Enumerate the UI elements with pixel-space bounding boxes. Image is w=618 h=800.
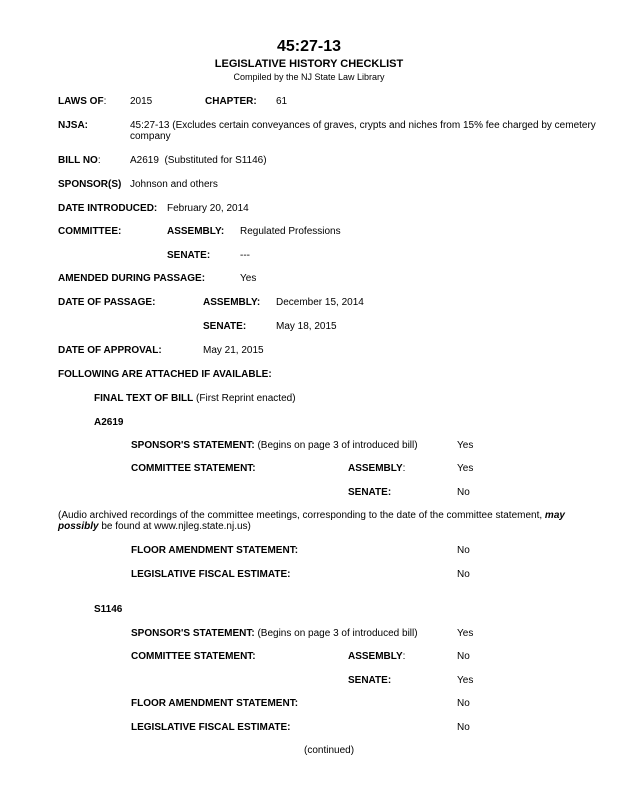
committee-assembly-label: ASSEMBLY:: [167, 226, 225, 237]
passage-senate-value: May 18, 2015: [276, 321, 337, 332]
njsa-value: 45:27-13 (Excludes certain conveyances of graves, crypts and niches from 15% fee charged by cemetery company: [130, 120, 596, 142]
a2619-floor-amendment-label: FLOOR AMENDMENT STATEMENT:: [131, 545, 299, 556]
citation-heading: 45:27-13: [276, 38, 342, 55]
a2619-committee-statement-label: COMMITTEE STATEMENT:: [131, 463, 256, 474]
a2619-fiscal-estimate-label: LEGISLATIVE FISCAL ESTIMATE:: [131, 569, 291, 580]
date-introduced-label: DATE INTRODUCED:: [58, 203, 158, 214]
njsa-label: NJSA:: [58, 120, 89, 131]
final-text-line: FINAL TEXT OF BILL (First Reprint enacted): [94, 393, 296, 404]
s1146-senate-label: SENATE:: [348, 675, 392, 686]
s1146-senate-value: Yes: [457, 675, 474, 686]
committee-label: COMMITTEE:: [58, 226, 122, 237]
committee-senate-label: SENATE:: [167, 250, 211, 261]
page-subtitle: Compiled by the NJ State Law Library: [233, 72, 385, 82]
laws-of-label: LAWS OF:: [58, 96, 107, 107]
s1146-assembly-value: No: [457, 651, 470, 662]
a2619-heading: A2619: [94, 417, 124, 428]
continued-note: (continued): [304, 745, 355, 756]
audio-archive-note: (Audio archived recordings of the committee meetings, corresponding to the date of the committee statement, may possibly be found at www.njleg.state.nj.us): [58, 510, 565, 532]
chapter-label: CHAPTER:: [205, 96, 257, 107]
s1146-sponsor-statement: SPONSOR'S STATEMENT: (Begins on page 3 of introduced bill): [131, 628, 418, 639]
amended-value: Yes: [240, 273, 257, 284]
laws-of-value: 2015: [130, 96, 153, 107]
passage-senate-label: SENATE:: [203, 321, 247, 332]
committee-assembly-value: Regulated Professions: [240, 226, 341, 237]
s1146-fiscal-estimate-value: No: [457, 722, 470, 733]
a2619-assembly-value: Yes: [457, 463, 474, 474]
bill-no-value: A2619 (Substituted for S1146): [130, 155, 267, 166]
sponsors-value: Johnson and others: [130, 179, 218, 190]
date-of-passage-label: DATE OF PASSAGE:: [58, 297, 156, 308]
a2619-sponsor-statement: SPONSOR'S STATEMENT: (Begins on page 3 of introduced bill): [131, 440, 418, 451]
s1146-assembly-label: ASSEMBLY:: [348, 651, 406, 662]
s1146-committee-statement-label: COMMITTEE STATEMENT:: [131, 651, 256, 662]
s1146-fiscal-estimate-label: LEGISLATIVE FISCAL ESTIMATE:: [131, 722, 291, 733]
s1146-floor-amendment-value: No: [457, 698, 470, 709]
s1146-sponsor-statement-value: Yes: [457, 628, 474, 639]
a2619-senate-value: No: [457, 487, 470, 498]
a2619-assembly-label: ASSEMBLY:: [348, 463, 406, 474]
date-of-approval-label: DATE OF APPROVAL:: [58, 345, 162, 356]
page-title: LEGISLATIVE HISTORY CHECKLIST: [214, 58, 404, 70]
s1146-heading: S1146: [94, 604, 123, 615]
date-of-approval-value: May 21, 2015: [203, 345, 264, 356]
a2619-floor-amendment-value: No: [457, 545, 470, 556]
passage-assembly-label: ASSEMBLY:: [203, 297, 261, 308]
a2619-fiscal-estimate-value: No: [457, 569, 470, 580]
date-introduced-value: February 20, 2014: [167, 203, 249, 214]
attached-heading: FOLLOWING ARE ATTACHED IF AVAILABLE:: [58, 369, 272, 380]
sponsors-label: SPONSOR(S): [58, 179, 122, 190]
chapter-value: 61: [276, 96, 288, 107]
amended-label: AMENDED DURING PASSAGE:: [58, 273, 206, 284]
committee-senate-value: ---: [240, 250, 250, 261]
bill-no-label: BILL NO:: [58, 155, 101, 166]
a2619-sponsor-statement-value: Yes: [457, 440, 474, 451]
passage-assembly-value: December 15, 2014: [276, 297, 364, 308]
a2619-senate-label: SENATE:: [348, 487, 392, 498]
s1146-floor-amendment-label: FLOOR AMENDMENT STATEMENT:: [131, 698, 299, 709]
